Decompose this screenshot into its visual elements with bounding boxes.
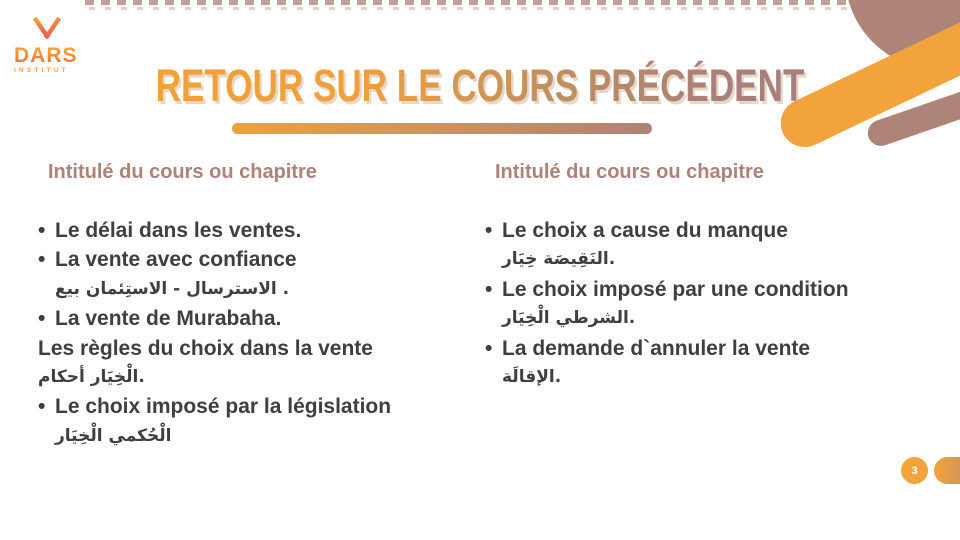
content-row bbox=[485, 275, 957, 304]
content-row bbox=[485, 245, 957, 274]
content-row bbox=[485, 304, 957, 333]
top-border-row-2 bbox=[89, 7, 861, 10]
content-row bbox=[485, 216, 957, 245]
bullet: • bbox=[485, 277, 493, 301]
bullet: • bbox=[38, 248, 46, 272]
line-text: بيع‎ الاستِئمان‎ -‎ الاسترسال‎ . bbox=[55, 278, 290, 299]
bullet: • bbox=[485, 219, 493, 242]
page-number-badge: 3 bbox=[901, 457, 928, 484]
line-text: La demande d`annuler la vente bbox=[502, 336, 811, 360]
logo-name: DARS bbox=[14, 46, 94, 66]
logo-subtitle: INSTITUT bbox=[14, 67, 69, 74]
content-row bbox=[38, 422, 486, 451]
line-text: La vente de Murabaha. bbox=[55, 307, 282, 331]
column-right bbox=[485, 216, 957, 392]
line-text: Le choix a cause du manque bbox=[502, 219, 788, 242]
bullet: • bbox=[38, 307, 46, 331]
line-text: أحكام‎ الْخِيَار‎. bbox=[38, 367, 145, 388]
bullet: • bbox=[485, 336, 493, 360]
logo-mark-icon bbox=[17, 6, 77, 48]
content-row bbox=[38, 392, 486, 421]
column-right-heading: Intitulé du cours ou chapitre bbox=[495, 161, 764, 183]
line-text: Les règles du choix dans la vente bbox=[38, 336, 373, 360]
content-row bbox=[38, 216, 486, 245]
corner-bar bbox=[934, 457, 960, 484]
column-left bbox=[38, 216, 486, 451]
slide-title: RETOUR SUR LE COURS PRÉCÉDENT bbox=[155, 60, 805, 111]
line-text: Le choix imposé par une condition bbox=[502, 277, 849, 301]
top-border-row-1 bbox=[85, 0, 857, 5]
line-text: خِيَار‎ النَقِيصَة‎. bbox=[502, 249, 616, 270]
line-text: الْخِيَار‎ الْحُكمي bbox=[55, 425, 172, 446]
line-text: الْخِيَار‎ الشرطي‎. bbox=[502, 308, 636, 329]
line-text: Le choix imposé par la législation bbox=[55, 395, 392, 419]
line-text: الإقالَة‎. bbox=[502, 367, 562, 388]
content-row bbox=[485, 334, 957, 363]
bullet: • bbox=[38, 219, 46, 242]
line-text: Le délai dans les ventes. bbox=[55, 219, 302, 242]
dars-logo bbox=[14, 6, 94, 74]
content-row bbox=[38, 245, 486, 274]
content-row bbox=[38, 334, 486, 363]
content-row bbox=[485, 363, 957, 392]
content-row bbox=[38, 275, 486, 304]
content-row bbox=[38, 304, 486, 333]
top-border-pattern bbox=[85, 0, 857, 12]
column-left-heading: Intitulé du cours ou chapitre bbox=[48, 161, 317, 183]
title-underline bbox=[232, 123, 652, 134]
line-text: La vente avec confiance bbox=[55, 248, 297, 272]
bullet: • bbox=[38, 395, 46, 419]
content-row bbox=[38, 363, 486, 392]
